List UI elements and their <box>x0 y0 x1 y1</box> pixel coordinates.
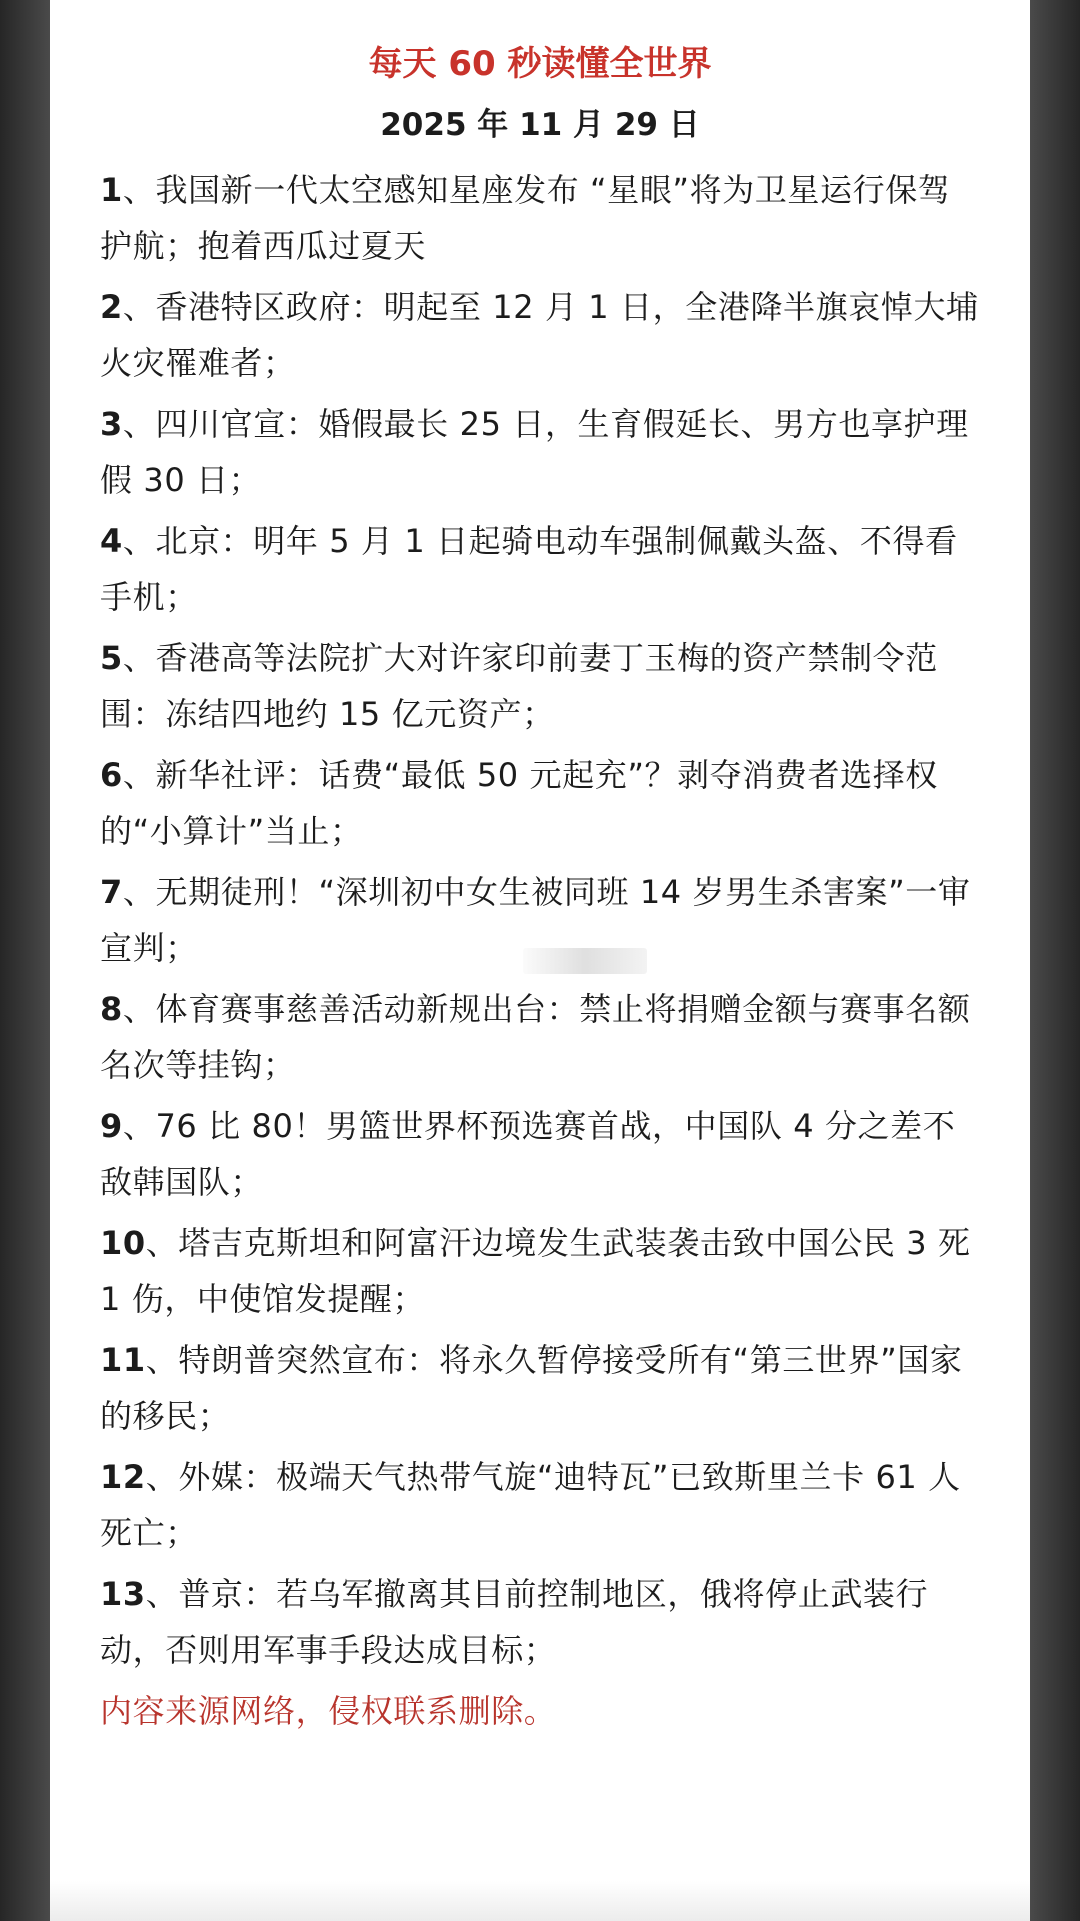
news-item-text: 、普京：若乌军撤离其目前控制地区，俄将停止武装行动，否则用军事手段达成目标； <box>100 1575 929 1669</box>
news-item <box>100 1449 980 1561</box>
news-item-text: 、无期徒刑！“深圳初中女生被同班 14 岁男生杀害案”一审宣判； <box>100 873 971 967</box>
news-item-text: 、新华社评：话费“最低 50 元起充”？剥夺消费者选择权的“小算计”当止； <box>100 756 938 850</box>
news-date: 2025 年 11 月 29 日 <box>380 107 700 143</box>
news-item <box>100 747 980 859</box>
news-list <box>100 162 980 1678</box>
news-item-text: 、我国新一代太空感知星座发布 “星眼”将为卫星运行保驾护航；抱着西瓜过夏天 <box>100 171 951 265</box>
news-item-text: 、北京：明年 5 月 1 日起骑电动车强制佩戴头盔、不得看手机； <box>100 522 958 616</box>
source-disclaimer: 内容来源网络，侵权联系删除。 <box>100 1692 557 1730</box>
news-item-text: 、四川官宣：婚假最长 25 日，生育假延长、男方也享护理假 30 日； <box>100 405 969 499</box>
news-item-text: 、香港高等法院扩大对许家印前妻丁玉梅的资产禁制令范围：冻结四地约 15 亿元资产； <box>100 639 938 733</box>
news-item-number: 11 <box>100 1341 146 1379</box>
news-item-text: 、体育赛事慈善活动新规出台：禁止将捐赠金额与赛事名额名次等挂钩； <box>100 990 971 1084</box>
news-item-number: 10 <box>100 1224 146 1262</box>
news-item-text: 、外媒：极端天气热带气旋“迪特瓦”已致斯里兰卡 61 人死亡； <box>100 1458 961 1552</box>
news-item-number: 6 <box>100 756 123 794</box>
news-item <box>100 279 980 391</box>
news-item-number: 5 <box>100 639 123 677</box>
news-item <box>100 513 980 625</box>
page-title: 每天 60 秒读懂全世界 <box>368 44 712 84</box>
news-item <box>100 630 980 742</box>
news-item <box>100 1215 980 1327</box>
news-item-number: 2 <box>100 288 123 326</box>
dark-frame-right <box>1030 0 1080 1921</box>
news-item-number: 7 <box>100 873 123 911</box>
news-item-text: 、76 比 80！男篮世界杯预选赛首战，中国队 4 分之差不敌韩国队； <box>100 1107 956 1201</box>
news-item <box>100 1566 980 1678</box>
news-item <box>100 396 980 508</box>
dark-frame-left <box>0 0 50 1921</box>
news-item-number: 12 <box>100 1458 146 1496</box>
news-item <box>100 1332 980 1444</box>
news-item-number: 3 <box>100 405 123 443</box>
news-item <box>100 1098 980 1210</box>
news-item <box>100 981 980 1093</box>
sheet-bottom-shadow <box>50 1881 1030 1921</box>
news-item <box>100 162 980 274</box>
news-item-text: 、香港特区政府：明起至 12 月 1 日，全港降半旗哀悼大埔火灾罹难者； <box>100 288 979 382</box>
blurred-watermark <box>523 948 647 974</box>
news-item-number: 1 <box>100 171 123 209</box>
news-item-text: 、特朗普突然宣布：将永久暂停接受所有“第三世界”国家的移民； <box>100 1341 963 1435</box>
news-item-text: 、塔吉克斯坦和阿富汗边境发生武装袭击致中国公民 3 死 1 伤，中使馆发提醒； <box>100 1224 971 1318</box>
news-item-number: 13 <box>100 1575 146 1613</box>
news-item-number: 9 <box>100 1107 123 1145</box>
news-item-number: 4 <box>100 522 123 560</box>
news-item-number: 8 <box>100 990 123 1028</box>
